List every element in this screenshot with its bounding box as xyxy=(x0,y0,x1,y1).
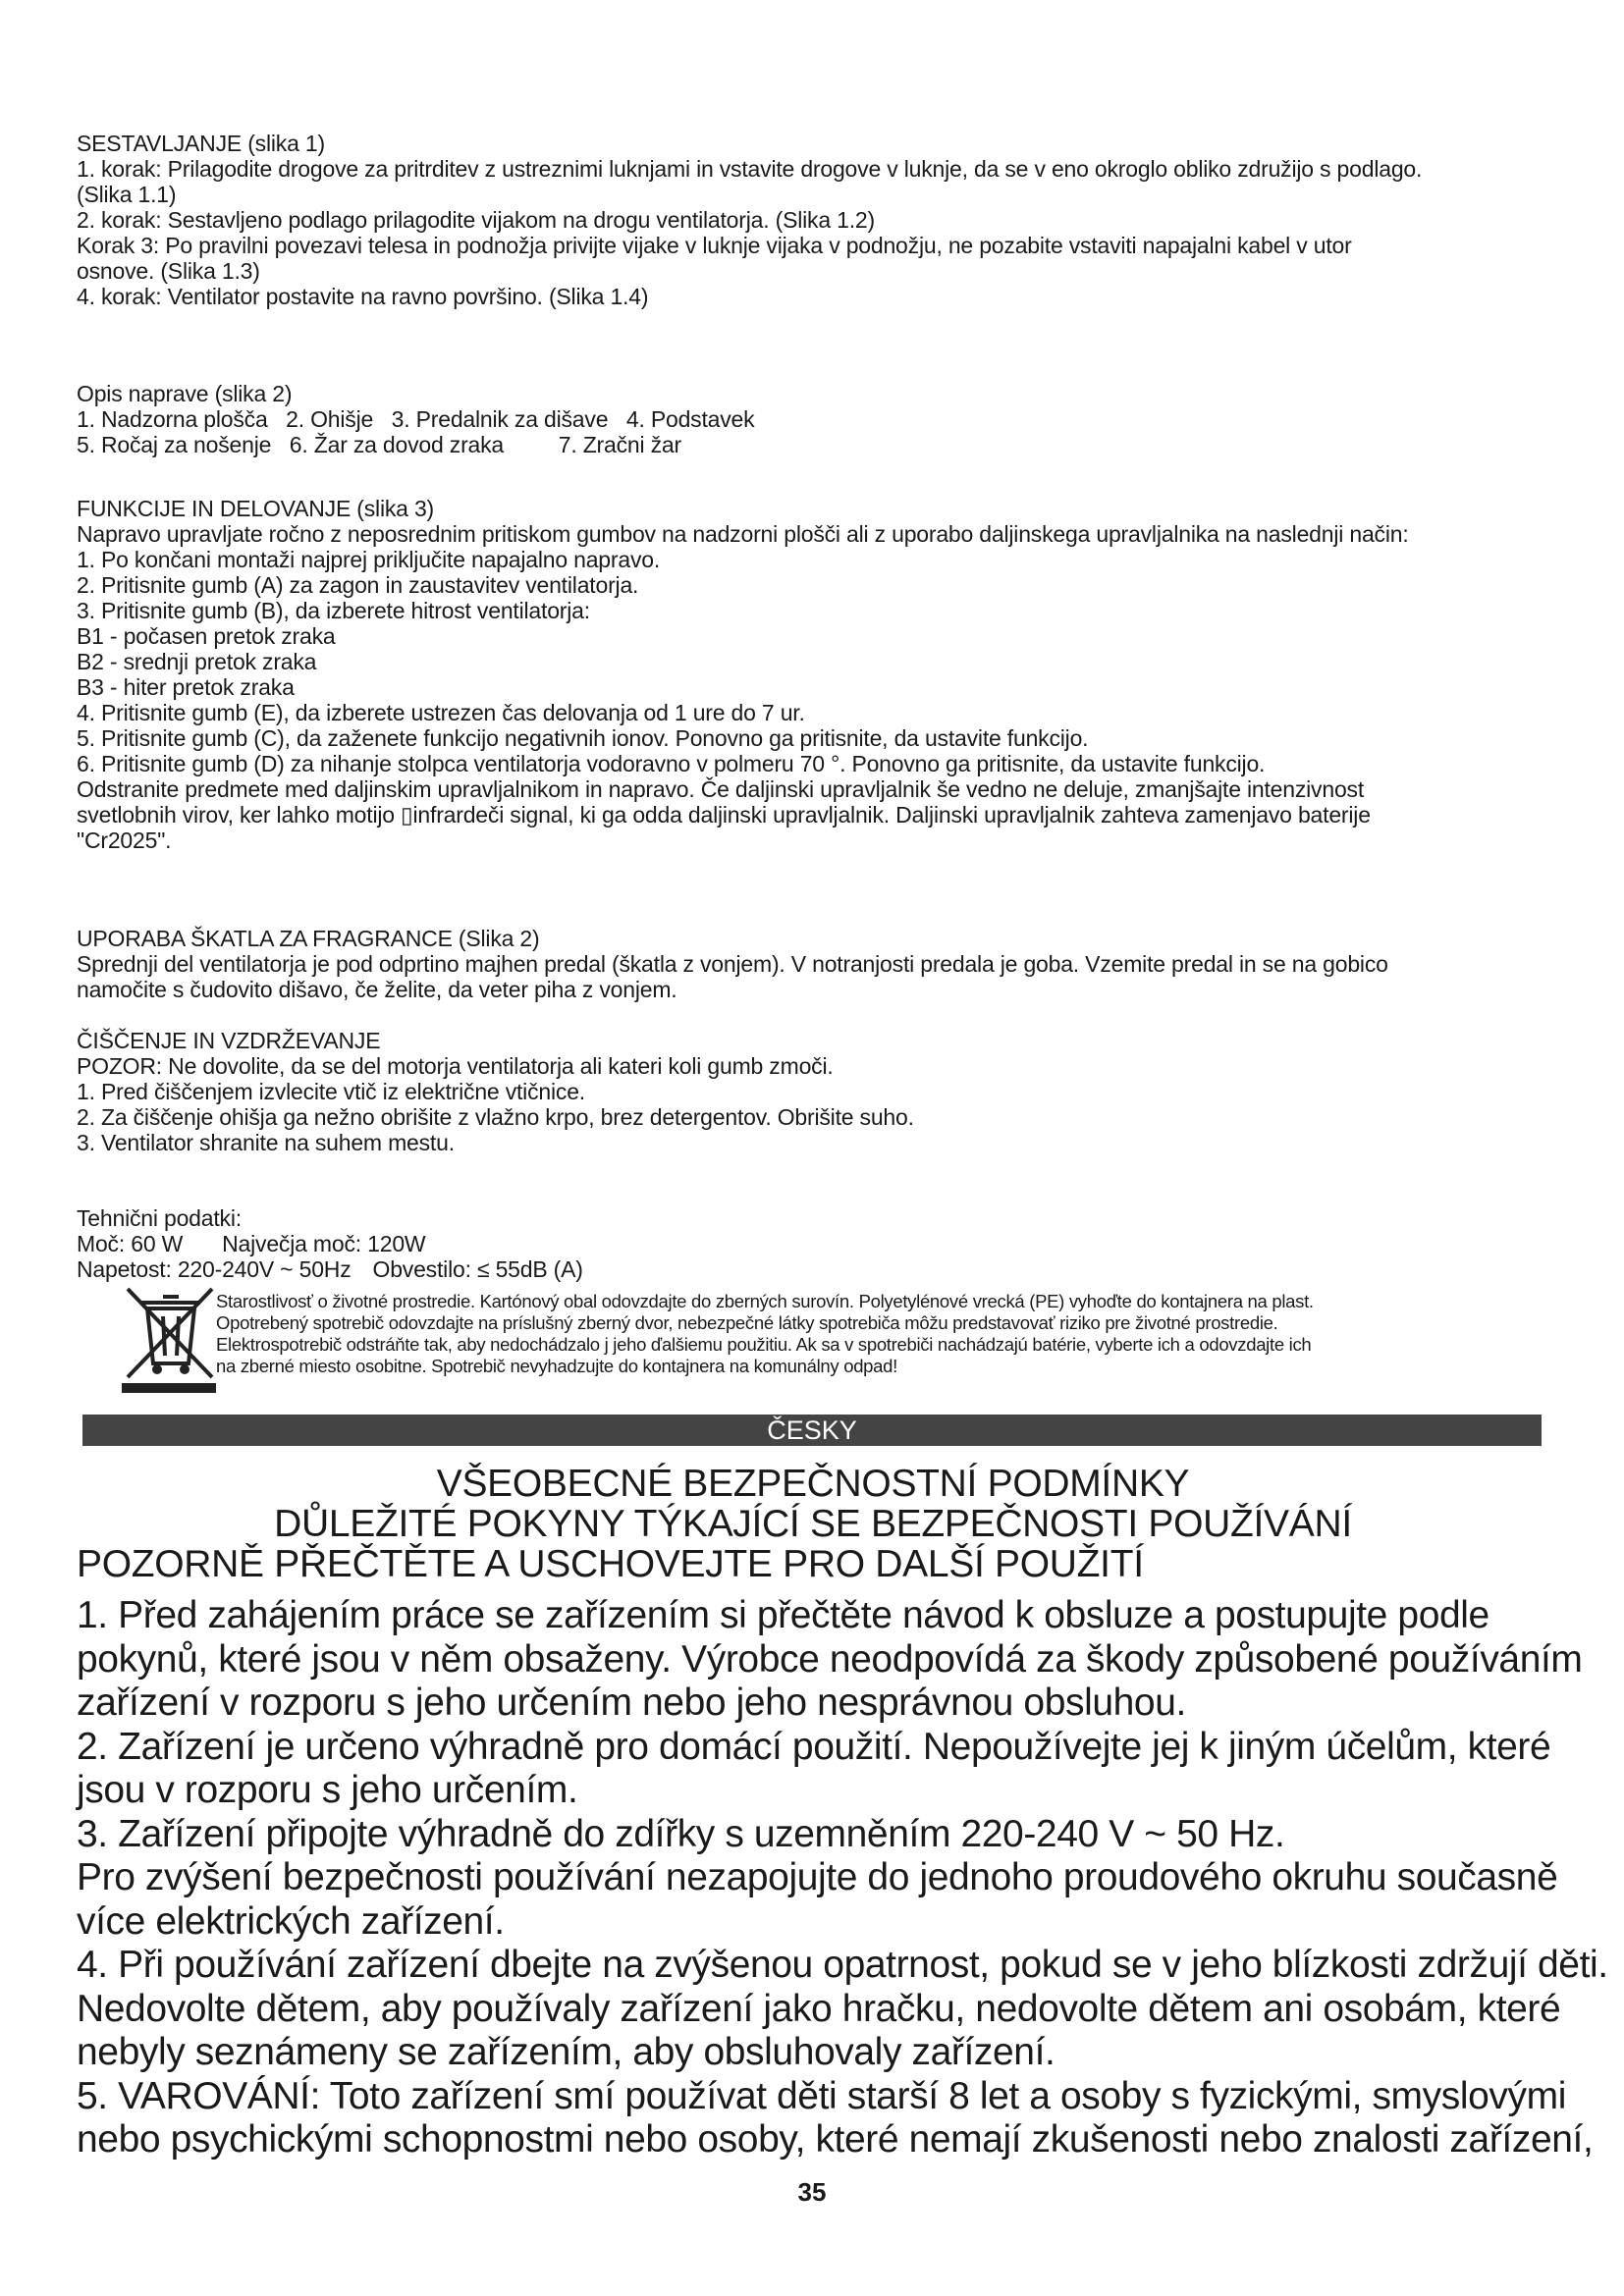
section-heading: SESTAVLJANJE (slika 1) xyxy=(77,131,325,156)
tech-row-power xyxy=(77,1231,1549,1256)
body-line: jsou v rozporu s jeho určením. xyxy=(77,1769,578,1811)
text-line: Korak 3: Po pravilni povezavi telesa in podnožja privijte vijake v luknje vijaka v podnožju, ne pozabite vstaviti napajalni kabel v utor xyxy=(77,233,1352,258)
section-description xyxy=(77,381,1549,457)
notice-line: Elektrospotrebič odstráňte tak, aby nedochádzalo j jeho ďalšiemu použitiu. Ak sa v spotrebiči nachádzajú batérie, vyberte ich a odovzdajte ich xyxy=(216,1334,1312,1355)
body-line: Nedovolte dětem, aby používaly zařízení jako hračku, nedovolte dětem ani osobám, které xyxy=(77,1987,1561,2030)
crossed-bin-icon xyxy=(120,1281,218,1397)
body-line: nebo psychickými schopnostmi nebo osoby, které nemají zkušenosti nebo znalosti zařízení, xyxy=(77,2118,1594,2161)
text-line: 2. korak: Sestavljeno podlago prilagodite vijakom na drogu ventilatorja. (Slika 1.2) xyxy=(77,207,875,233)
notice-line: Starostlivosť o životné prostredie. Kartónový obal odovzdajte do zberných surovín. Polyetylénové vrecká (PE) vyhoďte do kontajnera na plast. xyxy=(216,1291,1314,1311)
body-line: 3. Zařízení připojte výhradně do zdířky s uzemněním 220-240 V ~ 50 Hz. xyxy=(77,1812,1285,1855)
body-line: více elektrických zařízení. xyxy=(77,1899,505,1943)
text-line: 5. Pritisnite gumb (C), da zaženete funkcijo negativnih ionov. Ponovno ga pritisnite, da ustavite funkcijo. xyxy=(77,725,1089,751)
heading-important-instructions: DŮLEŽITÉ POKYNY TÝKAJÍCÍ SE BEZPEČNOSTI POUŽÍVÁNÍ xyxy=(274,1503,1352,1545)
section-cleaning xyxy=(77,1028,1549,1155)
section-functions xyxy=(77,496,1549,853)
section-heading: FUNKCIJE IN DELOVANJE (slika 3) xyxy=(77,496,434,521)
section-technical-data xyxy=(77,1205,1549,1282)
text-line: 1. Po končani montaži najprej priključite napajalno napravo. xyxy=(77,547,661,572)
power-value: Moč: 60 W xyxy=(77,1231,184,1256)
text-line: 4. Pritisnite gumb (E), da izberete ustrezen čas delovanja od 1 ure do 7 ur. xyxy=(77,700,805,725)
body-line: Pro zvýšení bezpečnosti používání nezapojujte do jednoho proudového okruhu současně xyxy=(77,1856,1558,1898)
text-line: B1 - počasen pretok zraka xyxy=(77,623,336,649)
section-heading: UPORABA ŠKATLA ZA FRAGRANCE (Slika 2) xyxy=(77,926,540,951)
text-line: 5. Ročaj za nošenje 6. Žar za dovod zraka 7. Zračni žar xyxy=(77,432,681,457)
heading-general-safety: VŠEOBECNÉ BEZPEČNOSTNÍ PODMÍNKY xyxy=(436,1463,1190,1505)
text-line: (Slika 1.1) xyxy=(77,182,177,207)
text-line: B3 - hiter pretok zraka xyxy=(77,674,295,700)
text-line: 1. Pred čiščenjem izvlecite vtič iz električne vtičnice. xyxy=(77,1079,585,1104)
text-line: 6. Pritisnite gumb (D) za nihanje stolpca ventilatorja vodoravno v polmeru 70 °. Ponovno ga pritisnite, da ustavite funkcijo. xyxy=(77,751,1266,776)
text-line: 3. Ventilator shranite na suhem mestu. xyxy=(77,1130,455,1155)
body-line: 5. VAROVÁNÍ: Toto zařízení smí používat děti starší 8 let a osoby s fyzickými, smyslovými xyxy=(77,2074,1566,2117)
noise-value: Obvestilo: ≤ 55dB (A) xyxy=(372,1256,583,1282)
text-line: Napravo upravljate ročno z neposrednim pritiskom gumbov na nadzorni plošči ali z uporabo daljinskega upravljalnika na naslednji način: xyxy=(77,521,1409,547)
text-line: osnove. (Slika 1.3) xyxy=(77,258,260,284)
section-heading: Tehnični podatki: xyxy=(77,1205,242,1231)
text-line: 4. korak: Ventilator postavite na ravno površino. (Slika 1.4) xyxy=(77,284,649,309)
section-heading: Opis naprave (slika 2) xyxy=(77,381,293,406)
text-line: 2. Pritisnite gumb (A) za zagon in zaustavitev ventilatorja. xyxy=(77,572,639,598)
text-line: Odstranite predmete med daljinskim upravljalnikom in napravo. Če daljinski upravljalnik še vedno ne deluje, zmanjšajte intenzivnost xyxy=(77,776,1365,802)
cz-body-text xyxy=(77,1594,1608,2163)
notice-line: na zberné miesto osobitne. Spotrebič nevyhadzujte do kontajnera na komunálny odpad! xyxy=(216,1356,897,1376)
text-line: 2. Za čiščenje ohišja ga nežno obrišite z vlažno krpo, brez detergentov. Obrišite suho. xyxy=(77,1104,914,1130)
page-number: 35 xyxy=(797,2177,827,2207)
body-line: 1. Před zahájením práce se zařízením si přečtěte návod k obsluze a postupujte podle xyxy=(77,1594,1489,1636)
text-line: 1. Nadzorna plošča 2. Ohišje 3. Predalnik za dišave 4. Podstavek xyxy=(77,406,755,432)
environment-notice xyxy=(216,1291,1571,1377)
cz-headings xyxy=(77,1464,1549,1584)
body-line: zařízení v rozporu s jeho určením nebo jeho nesprávnou obsluhou. xyxy=(77,1682,1186,1724)
text-line: svetlobnih virov, ker lahko motijo ▯infrardeči signal, ki ga odda daljinski upravljalnik. Daljinski upravljalnik zahteva zamenjavo baterije xyxy=(77,802,1371,828)
section-fragrance-box xyxy=(77,926,1549,1002)
body-line: 2. Zařízení je určeno výhradně pro domácí použití. Nepoužívejte jej k jiným účelům, které xyxy=(77,1725,1551,1768)
text-line: "Cr2025". xyxy=(77,828,172,853)
text-line: POZOR: Ne dovolite, da se del motorja ventilatorja ali kateri koli gumb zmoči. xyxy=(77,1053,834,1079)
section-assembly xyxy=(77,131,1549,309)
body-line: 4. Při používání zařízení dbejte na zvýšenou opatrnost, pokud se v jeho blízkosti zdržují děti. xyxy=(77,1944,1608,1986)
notice-line: Opotrebený spotrebič odovzdajte na príslušný zberný dvor, nebezpečné látky spotrebiča môžu predstavovať riziko pre životné prostredie. xyxy=(216,1312,1278,1333)
body-line: pokynů, které jsou v něm obsaženy. Výrobce neodpovídá za škody způsobené používáním xyxy=(77,1637,1583,1681)
body-line: nebyly seznámeny se zařízením, aby obsluhovaly zařízení. xyxy=(77,2031,1056,2073)
heading-read-carefully: POZORNĚ PŘEČTĚTE A USCHOVEJTE PRO DALŠÍ POUŽITÍ xyxy=(77,1543,1144,1585)
text-line: 1. korak: Prilagodite drogove za pritrditev z ustreznimi luknjami in vstavite drogove v luknje, da se v eno okroglo obliko združijo s podlago. xyxy=(77,156,1423,182)
max-power-value: Največja moč: 120W xyxy=(222,1231,426,1256)
voltage-value: Napetost: 220-240V ~ 50Hz xyxy=(77,1256,352,1282)
text-line: 3. Pritisnite gumb (B), da izberete hitrost ventilatorja: xyxy=(77,598,590,623)
tech-row-voltage xyxy=(77,1256,1549,1282)
text-line: namočite s čudovito dišavo, če želite, da veter piha z vonjem. xyxy=(77,977,677,1002)
text-line: B2 - srednji pretok zraka xyxy=(77,649,317,674)
section-heading: ČIŠČENJE IN VZDRŽEVANJE xyxy=(77,1028,381,1053)
language-bar: ČESKY xyxy=(82,1415,1542,1446)
text-line: Sprednji del ventilatorja je pod odprtino majhen predal (škatla z vonjem). V notranjosti predala je goba. Vzemite predal in se na gobico xyxy=(77,951,1388,977)
